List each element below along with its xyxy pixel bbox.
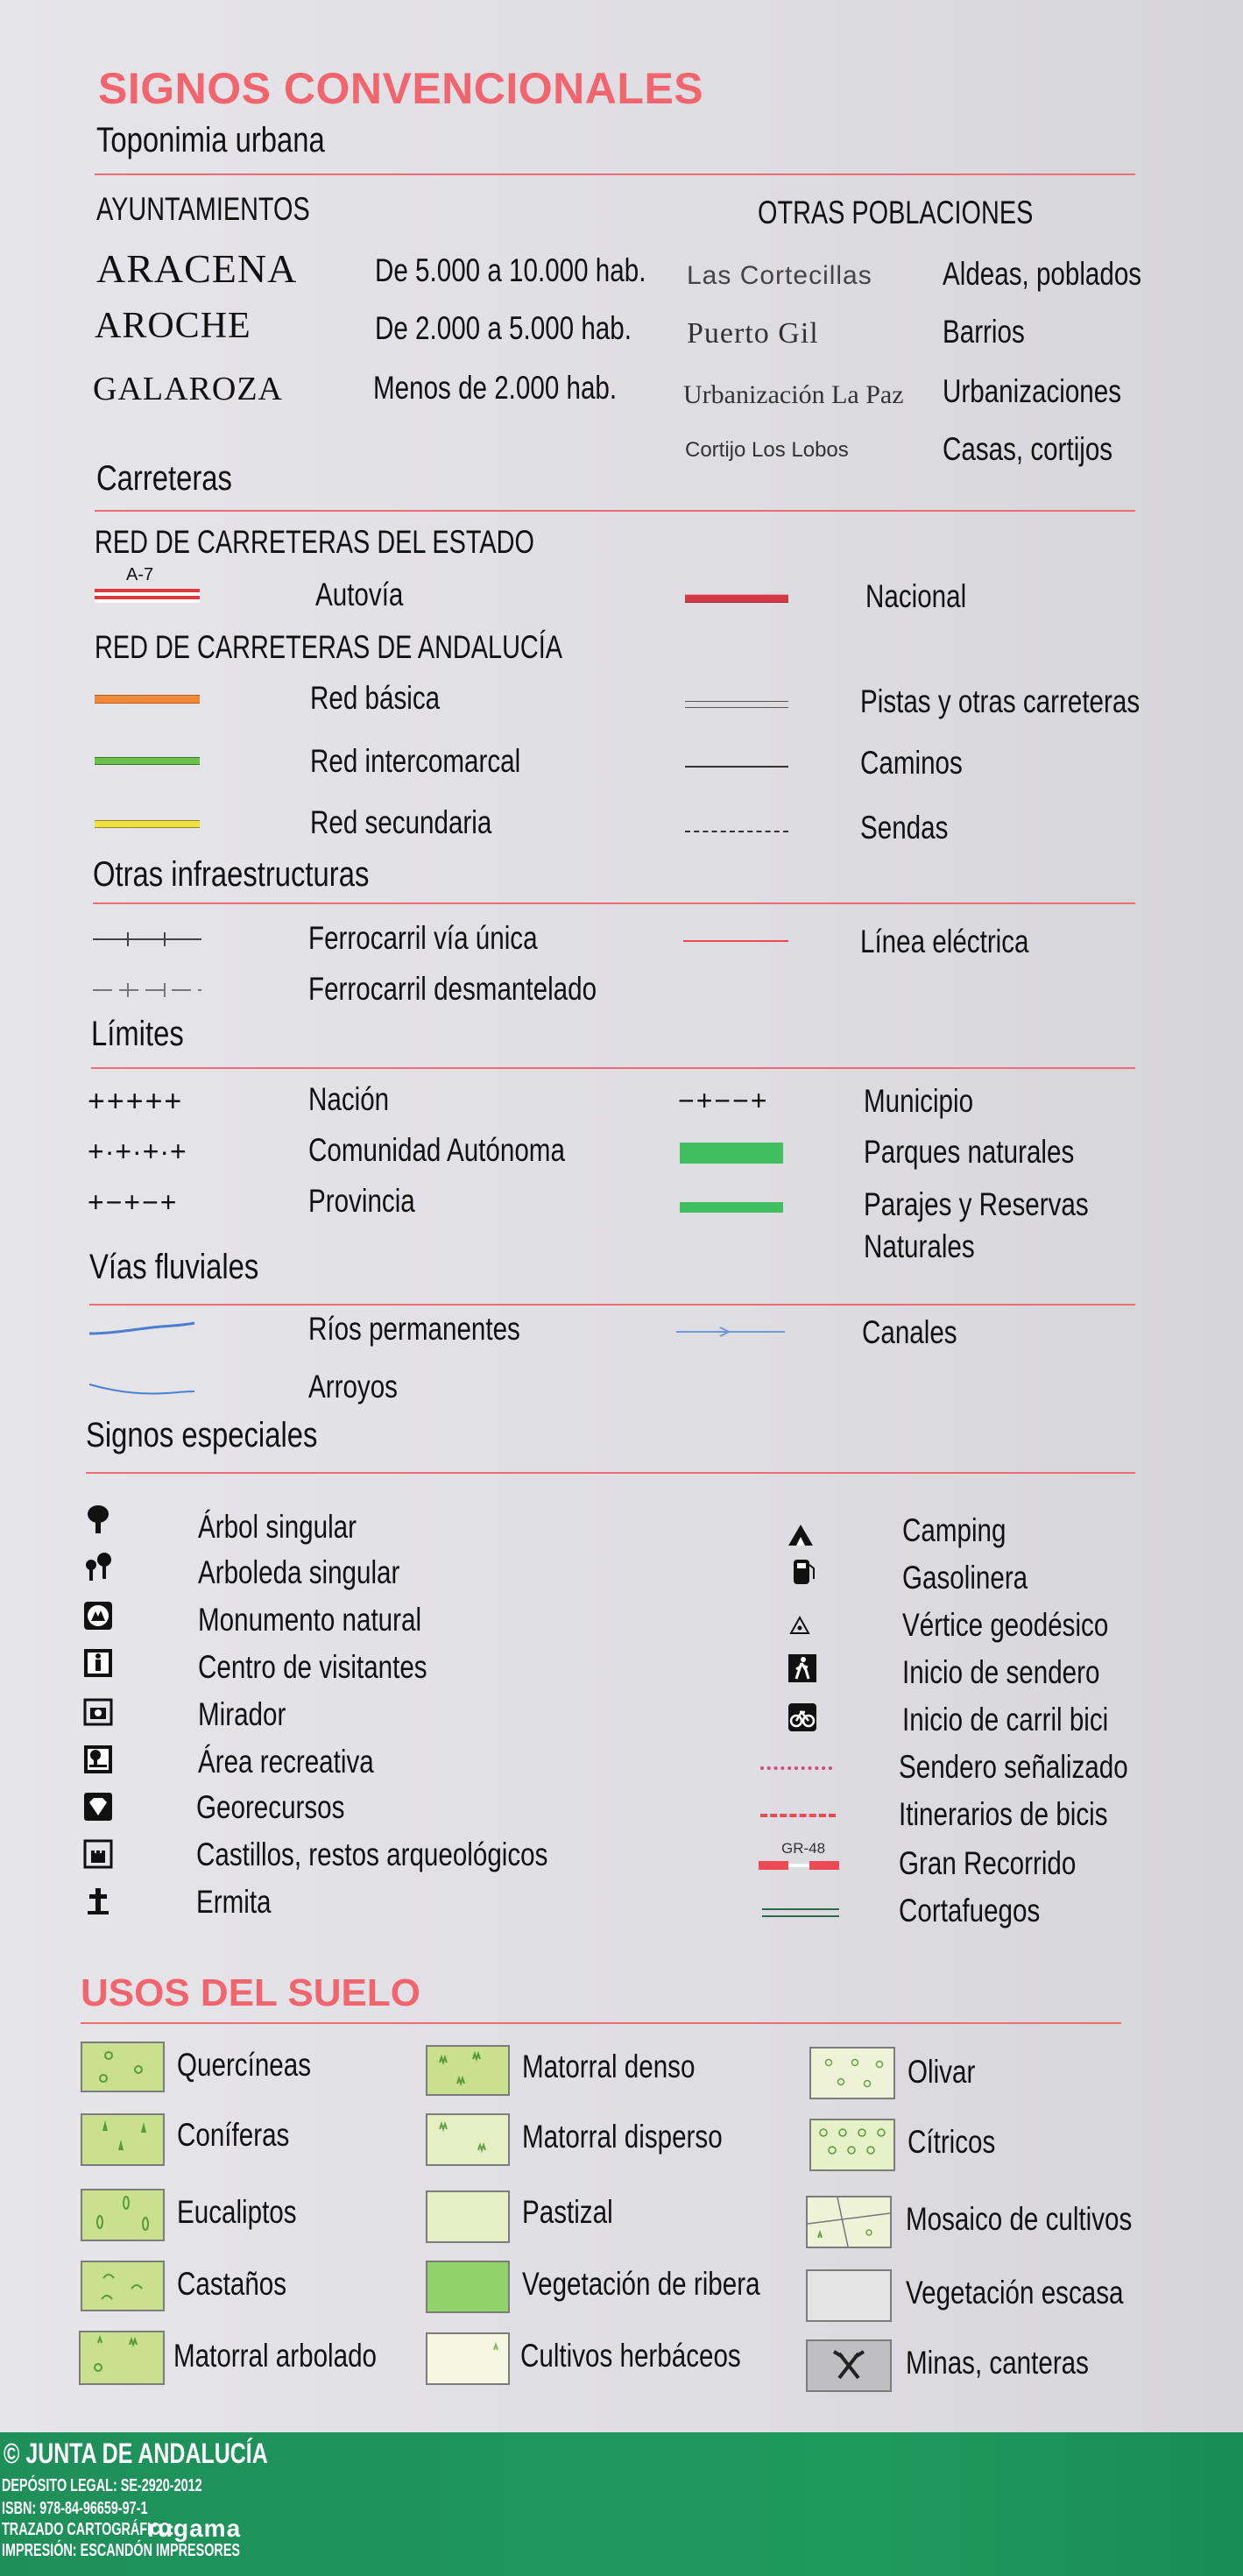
municipio-label: Municipio [864,1083,974,1119]
sample-aroche: AROCHE [95,306,251,346]
caminos-symbol [685,766,788,768]
uso-col1-3: Castaños [177,2266,287,2302]
especial-right-label-8: Cortafuegos [899,1893,1041,1928]
section-usos-del-suelo: USOS DEL SUELO [81,1971,420,2014]
divider [89,1304,1135,1306]
uso-col1-1: Coníferas [177,2117,290,2153]
pickaxes-icon [808,2341,890,2390]
municipio-symbol: −+−−+ [678,1085,769,1116]
divider [81,2022,1121,2024]
footer-trazado: TRAZADO CARTOGRÁFICO: [2,2520,174,2539]
swatch-cultivos-herbaceos [426,2332,510,2385]
caminos-label: Caminos [860,745,963,781]
andalucia-label: RED DE CARRETERAS DE ANDALUCÍA [95,629,563,665]
especial-left-label-6: Georecursos [196,1789,345,1825]
swatch-pastizal [426,2190,510,2243]
red-secundaria-label: Red secundaria [310,804,492,840]
divider [95,510,1135,512]
especial-left-label-4: Mirador [198,1696,286,1732]
uso-col3-1: Cítricos [908,2124,996,2160]
castle-icon [82,1838,114,1870]
fuel-pump-icon [787,1556,818,1588]
especial-left-label-0: Árbol singular [198,1509,357,1545]
parajes-label-1: Parajes y Reservas [864,1186,1089,1222]
section-signos-especiales: Signos especiales [86,1416,318,1454]
bicycle-icon [787,1702,818,1733]
swatch-vegetacion-escasa [806,2269,892,2322]
pistas-symbol [685,701,788,708]
uso-col1-0: Quercíneas [177,2047,312,2083]
arroyos-label: Arroyos [308,1369,398,1405]
footer-isbn: ISBN: 978-84-96659-97-1 [2,2499,148,2518]
swatch-coniferas [81,2113,165,2166]
uso-col1-4: Matorral arbolado [173,2338,377,2374]
swatch-matorral-denso [426,2045,510,2096]
swatch-eucaliptos [81,2189,165,2241]
comunidad-symbol: +·+·+·+ [88,1136,187,1167]
geodesic-vertex-icon [788,1614,811,1637]
swatch-matorral-disperso [426,2113,510,2166]
hiker-icon [787,1652,818,1684]
ayuntamientos-label: AYUNTAMIENTOS [96,191,310,227]
provincia-label: Provincia [308,1183,415,1219]
especial-right-label-0: Camping [902,1512,1006,1548]
linea-electrica-symbol [683,940,788,942]
ferrocarril-unica-label: Ferrocarril vía única [308,920,538,956]
dotted-line-icon [760,1766,832,1770]
double-line-icon [762,1908,839,1917]
swatch-mosaico [806,2196,892,2248]
especial-left-label-3: Centro de visitantes [198,1649,427,1685]
sendas-label: Sendas [860,810,949,846]
desc-casas: Casas, cortijos [943,431,1113,467]
red-secundaria-symbol [95,820,200,828]
uso-col3-0: Olivar [908,2054,976,2090]
especial-right-label-6: Itinerarios de bicis [899,1796,1108,1832]
diamond-icon [82,1791,114,1822]
nacion-label: Nación [308,1081,390,1117]
especial-left-label-8: Ermita [196,1884,272,1920]
parques-label: Parques naturales [864,1134,1075,1170]
section-limites: Límites [91,1015,184,1053]
section-vias-fluviales: Vías fluviales [89,1248,259,1286]
gr-line-icon [759,1861,839,1870]
footer-org: © JUNTA DE ANDALUCÍA [4,2438,268,2469]
especial-right-label-1: Gasolinera [902,1560,1028,1596]
red-intercomarcal-symbol [95,757,200,765]
nacional-label: Nacional [865,578,967,614]
ferrocarril-desmantelado-label: Ferrocarril desmantelado [308,971,597,1007]
especial-right-label-4: Inicio de carril bici [902,1702,1109,1737]
uso-col2-4: Cultivos herbáceos [520,2338,741,2374]
sample-puerto-gil: Puerto Gil [687,317,819,350]
tree-icon [82,1504,114,1535]
nacional-symbol [685,594,788,603]
divider [93,902,1135,904]
red-intercomarcal-label: Red intercomarcal [310,743,521,779]
swatch-vegetacion-ribera [426,2261,510,2313]
uso-col3-3: Vegetación escasa [906,2275,1124,2311]
footer-deposito: DEPÓSITO LEGAL: SE-2920-2012 [2,2476,202,2495]
especial-left-label-1: Arboleda singular [198,1554,400,1590]
parques-symbol [680,1143,783,1164]
divider [86,1472,1135,1474]
autovia-symbol [95,589,200,605]
uso-col1-2: Eucaliptos [177,2194,297,2230]
swatch-matorral-arbolado [79,2331,165,2385]
desc-aroche: De 2.000 a 5.000 hab. [375,310,632,346]
section-toponimia: Toponimia urbana [96,121,325,159]
uso-col3-4: Minas, canteras [906,2345,1089,2381]
swatch-citricos [809,2119,895,2171]
cross-icon [82,1886,114,1917]
desc-aracena: De 5.000 a 10.000 hab. [375,252,646,288]
especial-right-label-7: Gran Recorrido [899,1845,1077,1881]
swatch-olivar [809,2047,895,2099]
sendas-symbol [685,831,788,832]
uso-col2-1: Matorral disperso [522,2119,723,2155]
red-basica-label: Red básica [310,680,441,716]
especial-left-label-2: Monumento natural [198,1602,422,1638]
natural-monument-icon [82,1600,114,1631]
divider [91,1067,1135,1069]
rios-label: Ríos permanentes [308,1311,520,1347]
uso-col2-3: Vegetación de ribera [522,2266,760,2302]
desc-barrios: Barrios [943,314,1025,350]
grove-icon [82,1551,114,1582]
ferrocarril-desmantelado-symbol [93,980,201,1001]
footer-brand-logo: rugama [147,2515,242,2542]
especial-right-label-5: Sendero señalizado [899,1749,1128,1785]
canales-symbol [676,1323,787,1341]
section-carreteras: Carreteras [96,459,232,498]
pistas-label: Pistas y otras carreteras [860,683,1141,719]
page-title: SIGNOS CONVENCIONALES [98,64,704,113]
tent-icon [785,1519,816,1551]
autovia-code: A-7 [126,565,154,584]
autovia-label: Autovía [315,577,404,612]
sample-urbanizacion: Urbanización La Paz [683,380,904,409]
parajes-label-2: Naturales [864,1228,975,1264]
ferrocarril-unica-symbol [93,929,201,950]
especial-left-label-7: Castillos, restos arqueológicos [196,1836,548,1872]
parajes-symbol [680,1202,783,1213]
swatch-castanos [81,2261,165,2311]
footer [0,2432,1243,2576]
rios-symbol [88,1314,196,1341]
red-basica-symbol [95,695,200,704]
arroyos-symbol [88,1376,196,1402]
especial-right-label-3: Inicio de sendero [902,1654,1100,1690]
canales-label: Canales [862,1314,957,1350]
especial-left-label-5: Área recreativa [198,1744,374,1780]
section-infraestructuras: Otras infraestructuras [93,855,370,894]
desc-urbanizaciones: Urbanizaciones [943,373,1122,409]
swatch-quercineas [81,2042,165,2092]
provincia-symbol: +−+−+ [88,1186,179,1218]
sample-galaroza: GALAROZA [93,371,283,407]
uso-col2-2: Pastizal [522,2194,613,2230]
recreation-area-icon [82,1744,114,1775]
desc-aldeas: Aldeas, poblados [943,256,1142,292]
estado-label: RED DE CARRETERAS DEL ESTADO [95,524,534,560]
uso-col3-2: Mosaico de cultivos [906,2201,1133,2237]
gr-code: GR-48 [781,1840,826,1857]
footer-impresion: IMPRESIÓN: ESCANDÓN IMPRESORES [2,2541,241,2560]
nacion-symbol: +++++ [88,1085,184,1118]
uso-col2-0: Matorral denso [522,2049,696,2084]
sample-cortijo: Cortijo Los Lobos [685,438,849,462]
sample-las-cortecillas: Las Cortecillas [687,261,872,290]
dashed-line-icon [760,1814,836,1817]
desc-galaroza: Menos de 2.000 hab. [373,370,618,406]
camera-icon [82,1696,114,1728]
otras-poblaciones-label: OTRAS POBLACIONES [758,195,1034,230]
swatch-minas [806,2339,892,2392]
linea-electrica-label: Línea eléctrica [860,924,1029,959]
info-icon [82,1647,114,1679]
divider [95,173,1135,175]
especial-right-label-2: Vértice geodésico [902,1607,1109,1643]
sample-aracena: ARACENA [96,246,298,291]
comunidad-label: Comunidad Autónoma [308,1132,565,1168]
